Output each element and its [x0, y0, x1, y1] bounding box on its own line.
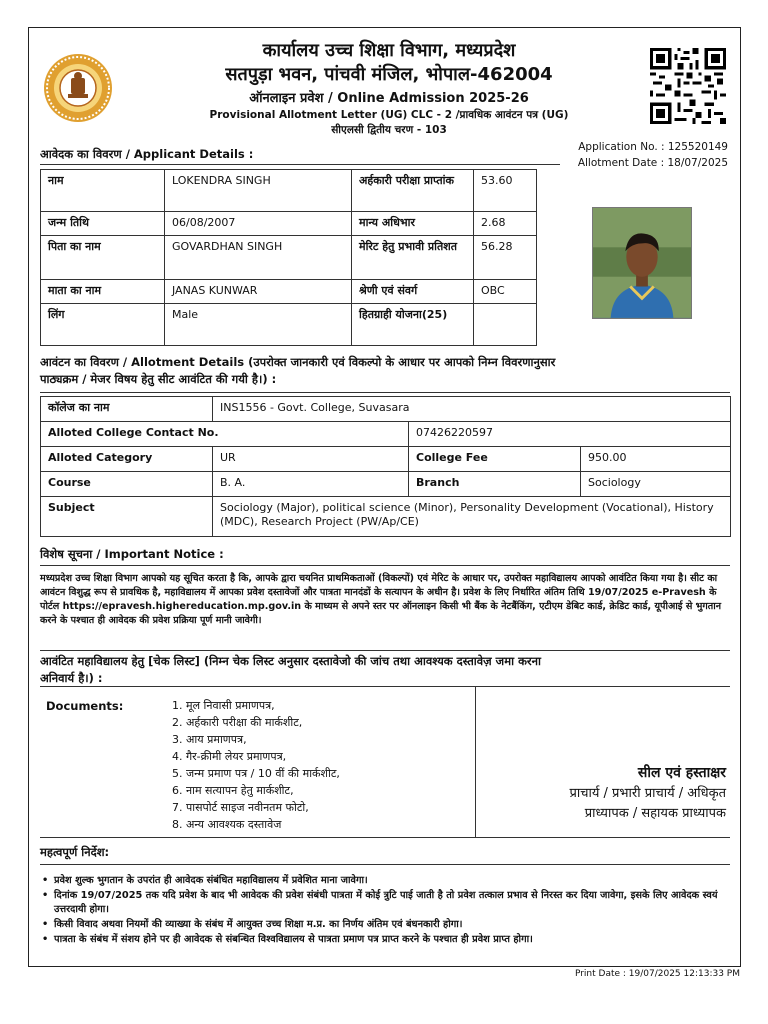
documents-checklist-box: [40, 686, 730, 838]
allotment-title-line2: पाठ्यक्रम / मेजर विषय हेतु सीट आवंटित की गयी है।) :: [40, 371, 277, 386]
round-title: सीएलसी द्वितीय चरण - 103: [331, 124, 447, 136]
print-date: Print Date : 19/07/2025 12:13:33 PM: [574, 969, 740, 979]
label-college-contact: Alloted College Contact No.: [41, 422, 409, 447]
label-merit-percent: मेरिट हेतु प्रभावी प्रतिशत: [352, 236, 474, 280]
table-row: [41, 397, 731, 422]
table-row: [41, 497, 731, 537]
allotment-date: Allotment Date : 18/07/2025: [577, 157, 728, 169]
label-category: श्रेणी एवं संवर्ग: [352, 280, 474, 304]
value-merit-percent: 56.28: [474, 236, 537, 280]
value-mother-name: JANAS KUNWAR: [165, 280, 352, 304]
applicant-photo: [592, 207, 692, 319]
allotment-title-line1: आवंटन का विवरण / Allotment Details (उपरोक्त जानकारी एवं विकल्पो के आधार पर आपको निम्न विवरणानुसार: [40, 355, 556, 369]
table-row: [41, 447, 731, 472]
applicant-details-table: [40, 169, 537, 346]
table-row: [41, 236, 537, 280]
label-mother-name: माता का नाम: [41, 280, 165, 304]
allotment-details-table: [40, 396, 731, 537]
application-number: Application No. : 125520149: [578, 141, 728, 153]
value-beneficiary-scheme: [474, 304, 537, 346]
list-item: 1. मूल निवासी प्रमाणपत्र,: [172, 699, 275, 712]
applicant-section-title: आवेदक का विवरण / Applicant Details :: [40, 147, 254, 161]
value-name: LOKENDRA SINGH: [165, 170, 352, 212]
label-course: Course: [41, 472, 213, 497]
divider: [40, 164, 560, 165]
label-qualifying-marks: अर्हकारी परीक्षा प्राप्तांक: [352, 170, 474, 212]
seal-signature-line2: प्राचार्य / प्रभारी प्राचार्य / अधिकृत: [569, 786, 726, 801]
seal-signature-block: [569, 763, 726, 823]
letter-title: Provisional Allotment Letter (UG) CLC - 2 /प्रावधिक आवंटन पत्र (UG): [209, 109, 569, 121]
list-item: 6. नाम सत्यापन हेतु मार्कशीट,: [172, 784, 294, 798]
table-row: [41, 304, 537, 346]
instructions-list: [40, 874, 730, 947]
value-course: B. A.: [213, 472, 409, 497]
checklist-section-title: [40, 653, 730, 686]
list-item: • दिनांक 19/07/2025 तक यदि प्रवेश के बाद भी आवेदक की प्रवेश संबंधी पात्रता में कोई त्रुटि पाई जाती है तो प्रवेश तत्काल प्रभाव से निरस्त कर दिया जावेगा, इसके लिए आवेदक स्वयं उत्तरदायी होगा।: [40, 889, 730, 918]
allotment-section-title: [40, 354, 730, 387]
value-alloted-category: UR: [213, 447, 409, 472]
divider: [40, 392, 730, 393]
table-row: [41, 280, 537, 304]
value-dob: 06/08/2007: [165, 212, 352, 236]
dept-address: सतपुड़ा भवन, पांचवी मंजिल, भोपाल-462004: [225, 64, 553, 85]
important-notice-text: मध्यप्रदेश उच्च शिक्षा विभाग आपको यह सूचित करता है कि, आपके द्वारा चयनित प्राथमिकताओं (विकल्पों) एवं मेरिट के आधार पर, उपरोक्त महाविद्यालय आपको आवंटित किया गया है। सीट का आवंटन विशुद्ध रूप से प्रावधिक है, महाविद्यालय में आपका प्रवेश दस्तावेजों और पात्रता मानदंडों के सत्यापन के अधीन है। प्रवेश के लिए निर्धारित अंतिम तिथि 19/07/2025 e-Pravesh के पोर्टल https://epravesh.highereducation.mp.gov.in के माध्यम से अपने स्तर पर ऑनलाइन किसी भी बैंक के नेटबैंकिंग, एटीएम डेबिट कार्ड, क्रेडिट कार्ड, यूपीआई से भुगतान करने के पश्चात ही आवेदक की प्रवेश प्रक्रिया पूर्ण मानी जावेगी।: [40, 573, 722, 626]
label-beneficiary-scheme: हितग्राही योजना(25): [352, 304, 474, 346]
list-item: 8. अन्य आवश्यक दस्तावेज: [172, 818, 282, 832]
value-category: OBC: [474, 280, 537, 304]
divider: [40, 565, 730, 566]
label-gender: लिंग: [41, 304, 165, 346]
value-subject: Sociology (Major), political science (Minor), Personality Development (Vocational), History (MDC), Research Project (PW/Ap/CE): [213, 497, 731, 537]
divider: [475, 687, 476, 837]
label-father-name: पिता का नाम: [41, 236, 165, 280]
table-row: [41, 212, 537, 236]
list-item: 4. गैर-क्रीमी लेयर प्रमाणपत्र,: [172, 750, 287, 764]
documents-list: [172, 697, 340, 833]
list-item: 3. आय प्रमाणपत्र,: [172, 733, 247, 747]
label-name: नाम: [41, 170, 165, 212]
label-alloted-category: Alloted Category: [41, 447, 213, 472]
checklist-title-line2: अनिवार्य है।) :: [40, 670, 103, 685]
label-weightage: मान्य अधिभार: [352, 212, 474, 236]
value-branch: Sociology: [581, 472, 731, 497]
divider: [40, 864, 730, 865]
documents-label: Documents:: [46, 699, 124, 713]
qr-code-icon: [650, 48, 726, 124]
list-item: 2. अर्हकारी परीक्षा की मार्कशीट,: [172, 716, 303, 730]
value-qualifying-marks: 53.60: [474, 170, 537, 212]
label-college-name: कॉलेज का नाम: [41, 397, 213, 422]
list-item: 5. जन्म प्रमाण पत्र / 10 वीं की मार्कशीट,: [172, 767, 340, 781]
value-college-fee: 950.00: [581, 447, 731, 472]
label-college-fee: College Fee: [409, 447, 581, 472]
dept-title: कार्यालय उच्च शिक्षा विभाग, मध्यप्रदेश: [262, 40, 516, 61]
admission-title: ऑनलाइन प्रवेश / Online Admission 2025-26: [249, 91, 529, 106]
label-subject: Subject: [41, 497, 213, 537]
instructions-section-title: महत्वपूर्ण निर्देश:: [40, 845, 110, 859]
table-row: [41, 472, 731, 497]
table-row: [41, 422, 731, 447]
table-row: [41, 170, 537, 212]
value-gender: Male: [165, 304, 352, 346]
value-college-name: INS1556 - Govt. College, Suvasara: [213, 397, 731, 422]
value-weightage: 2.68: [474, 212, 537, 236]
label-branch: Branch: [409, 472, 581, 497]
list-item: • किसी विवाद अथवा नियमों की व्याख्या के संबंध में आयुक्त उच्च शिक्षा म.प्र. का निर्णय अंतिम एवं बंधनकारी होगा।: [40, 918, 730, 933]
checklist-title-line1: आवंटित महाविद्यालय हेतु [चेक लिस्ट] (निम्न चेक लिस्ट अनुसार दस्तावेजो की जांच तथा आवश्यक दस्तावेज़ जमा करना: [40, 654, 541, 668]
value-father-name: GOVARDHAN SINGH: [165, 236, 352, 280]
notice-section-title: विशेष सूचना / Important Notice :: [40, 547, 224, 561]
seal-signature-line3: प्राध्यापक / सहायक प्राध्यापक: [584, 805, 726, 821]
label-dob: जन्म तिथि: [41, 212, 165, 236]
list-item: 7. पासपोर्ट साइज नवीनतम फोटो,: [172, 801, 309, 815]
divider: [40, 650, 730, 651]
seal-signature-title: सील एवं हस्ताक्षर: [637, 765, 726, 781]
list-item: • प्रवेश शुल्क भुगतान के उपरांत ही आवेदक संबंधित महाविद्यालय में प्रवेशित माना जावेगा।: [40, 874, 730, 889]
list-item: • पात्रता के संबंध में संशय होने पर ही आवेदक से संबन्धित विश्वविद्यालय से पात्रता प्रमाण पत्र प्राप्त करने के पश्चात ही प्रवेश प्राप्त होगा।: [40, 933, 730, 948]
value-college-contact: 07426220597: [409, 422, 731, 447]
mp-state-seal-icon: [40, 52, 116, 124]
